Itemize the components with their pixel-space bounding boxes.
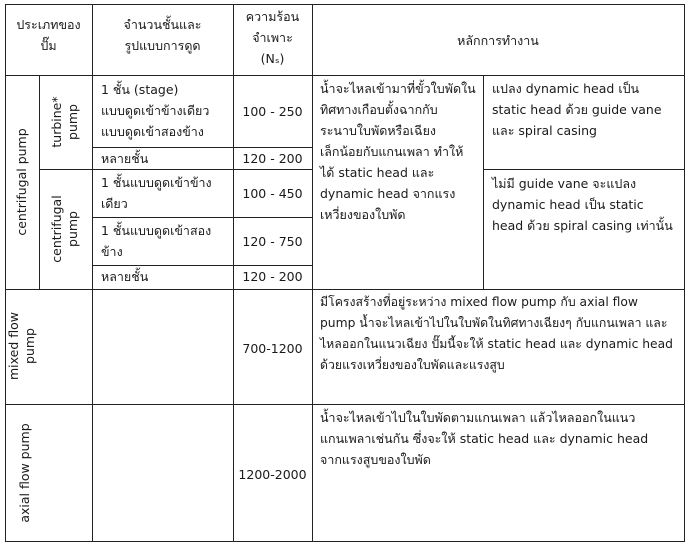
mixed-ns: 700-1200 xyxy=(242,341,303,356)
axial-principle: น้ำจะไหลเข้าไปในใบพัดตามแกนเพลา แล้วไหลออกในแนว แกนเพลาเช่นกัน ซึ่งจะให้ static head และ dynamic head จากแรงสูบของใบพัด xyxy=(320,410,649,467)
mixed-principle: มีโครงสร้างที่อยู่ระหว่าง mixed flow pump กับ axial flow pump น้ำจะไหลเข้าไปในใบพัดในทิศทางเฉียงๆ กับแกนเพลา และ ไหลออกในแนวเฉียง ปั๊มนี้จะให้ static head และ dynamic head ด้วยแรงเหวี่ยงของใบพัดและแรงสูบ xyxy=(320,295,673,372)
rule-left xyxy=(5,4,6,542)
rule-cent-row1 xyxy=(92,217,312,218)
centrifugal-principle-common: น้ำจะไหลเข้ามาที่ขั้วใบพัดใน ทิศทางเกือบตั้งฉากกับ ระนาบใบพัดหรือเฉียง เล็กน้อยกับแกนเพลา ทำให้ ได้ static head และ dynamic head จากแรง เหวี่ยงของใบพัด xyxy=(320,81,476,222)
label-mixed-flow-pump: mixed flow pump xyxy=(6,312,37,381)
rule-mixed-bottom xyxy=(5,404,684,405)
header-pump-type: ประเภทของ ปั๊ม xyxy=(16,17,81,53)
rule-principle xyxy=(312,4,313,542)
cent-row3-ns: 120 - 200 xyxy=(242,269,303,284)
turbine-row1-stage: 1 ชั้น (stage) แบบดูดเข้าข้างเดียว แบบดูดเข้าสองข้าง xyxy=(101,82,210,139)
rule-right xyxy=(684,4,685,542)
label-centrifugal-subpump: centrifugal pump xyxy=(49,195,80,263)
cent-row1-stage: 1 ชั้นแบบดูดเข้าข้าง เดียว xyxy=(101,175,212,211)
rule-bottom xyxy=(5,541,684,542)
label-centrifugal-pump: centrifugal pump xyxy=(14,128,29,236)
centrifugal-sub-principle: ไม่มี guide vane จะแปลง dynamic head เป็น static head ด้วย spiral casing เท่านั้น xyxy=(492,176,673,233)
rule-subtype xyxy=(39,75,40,289)
label-turbine-pump: turbine* pump xyxy=(49,96,80,148)
turbine-row1-ns: 100 - 250 xyxy=(242,104,303,119)
rule-header-bottom xyxy=(5,75,684,76)
cent-row2-ns: 120 - 750 xyxy=(242,234,303,249)
turbine-row2-stage: หลายชั้น xyxy=(101,151,149,166)
rule-centrifugal-bottom xyxy=(5,289,684,290)
rule-principle-sub xyxy=(483,75,484,289)
header-specific-speed: ความร้อน จำเพาะ (Nₛ) xyxy=(245,9,300,66)
turbine-principle: แปลง dynamic head เป็น static head ด้วย guide vane และ spiral casing xyxy=(492,81,662,138)
cent-row1-ns: 100 - 450 xyxy=(242,186,303,201)
rule-principle-split xyxy=(483,169,684,170)
axial-ns: 1200-2000 xyxy=(238,467,307,482)
cent-row3-stage: หลายชั้น xyxy=(101,269,149,284)
header-principle: หลักการทำงาน xyxy=(457,33,539,48)
rule-stage xyxy=(92,4,93,542)
header-stages: จำนวนชั้นและ รูปแบบการดูด xyxy=(123,17,202,53)
cent-row2-stage: 1 ชั้นแบบดูดเข้าสอง ข้าง xyxy=(101,223,212,259)
turbine-row2-ns: 120 - 200 xyxy=(242,151,303,166)
label-axial-flow-pump: axial flow pump xyxy=(17,423,32,523)
rule-turbine-bottom xyxy=(39,169,312,170)
rule-top xyxy=(5,4,684,5)
